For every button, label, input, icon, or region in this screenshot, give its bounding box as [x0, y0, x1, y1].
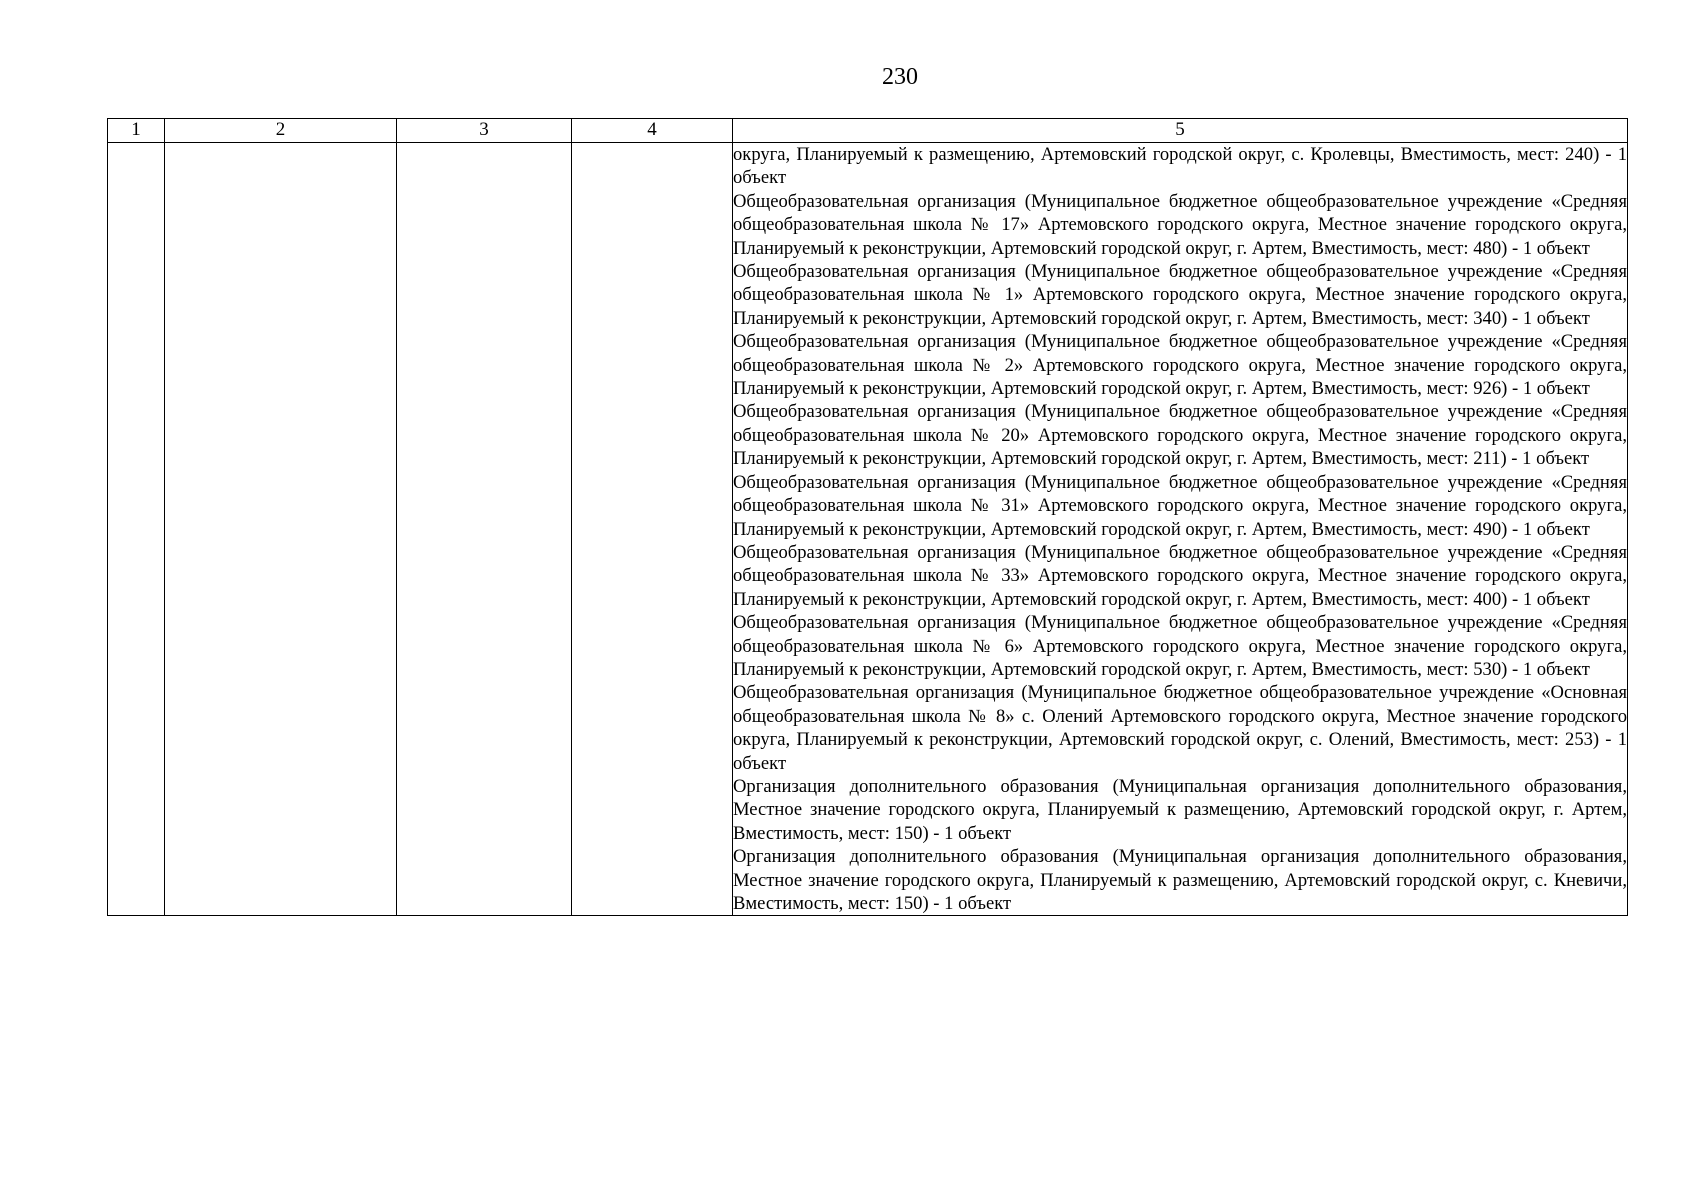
data-table	[107, 118, 1628, 916]
page-number: 230	[882, 64, 918, 90]
object-entry: Организация дополнительного образования (Муниципальная организация дополнительного образования, Местное значение городского округа, Планируемый к размещению, Артемовский городской округ, с. Кневичи, Вместимость, мест: 150) - 1 объект	[733, 846, 1627, 914]
cell-col-2	[165, 143, 397, 916]
cell-col-1	[108, 143, 165, 916]
object-entry: Общеобразовательная организация (Муниципальное бюджетное общеобразовательное учреждение «Средняя общеобразовательная школа № 6» Артемовского городского округа, Местное значение городского округа, Планируемый к реконструкции, Артемовский городской округ, г. Артем, Вместимость, мест: 530) - 1 объект	[733, 612, 1627, 680]
column-header-2: 2	[165, 119, 397, 143]
cell-col-5	[733, 143, 1628, 916]
object-entry: Общеобразовательная организация (Муниципальное бюджетное общеобразовательное учреждение «Средняя общеобразовательная школа № 17» Артемовского городского округа, Местное значение городского округа, Планируемый к реконструкции, Артемовский городской округ, г. Артем, Вместимость, мест: 480) - 1 объект	[733, 190, 1627, 259]
object-entry: Общеобразовательная организация (Муниципальное бюджетное общеобразовательное учреждение «Средняя общеобразовательная школа № 31» Артемовского городского округа, Местное значение городского округа, Планируемый к реконструкции, Артемовский городской округ, г. Артем, Вместимость, мест: 490) - 1 объект	[733, 471, 1627, 540]
cell-col-4	[572, 143, 733, 916]
table-row	[108, 143, 1628, 916]
object-entry: Общеобразовательная организация (Муниципальное бюджетное общеобразовательное учреждение «Основная общеобразовательная школа № 8» с. Олений Артемовского городского округа, Местное значение городского округа, Планируемый к реконструкции, Артемовский городской округ, с. Олений, Вместимость, мест: 253) - 1 объект	[733, 682, 1627, 774]
table-header-row	[108, 119, 1628, 143]
object-entry: Общеобразовательная организация (Муниципальное бюджетное общеобразовательное учреждение «Средняя общеобразовательная школа № 2» Артемовского городского округа, Местное значение городского округа, Планируемый к реконструкции, Артемовский городской округ, г. Артем, Вместимость, мест: 926) - 1 объект	[733, 331, 1627, 400]
object-entry: округа, Планируемый к размещению, Артемовский городской округ, с. Кролевцы, Вместимость, мест: 240) - 1 объект	[733, 144, 1627, 189]
object-entry: Организация дополнительного образования (Муниципальная организация дополнительного образования, Местное значение городского округа, Планируемый к размещению, Артемовский городской округ, г. Артем, Вместимость, мест: 150) - 1 объект	[733, 775, 1627, 844]
column-header-4: 4	[572, 119, 733, 143]
cell-col-3	[397, 143, 572, 916]
object-entry: Общеобразовательная организация (Муниципальное бюджетное общеобразовательное учреждение «Средняя общеобразовательная школа № 33» Артемовского городского округа, Местное значение городского округа, Планируемый к реконструкции, Артемовский городской округ, г. Артем, Вместимость, мест: 400) - 1 объект	[733, 541, 1627, 610]
object-entry: Общеобразовательная организация (Муниципальное бюджетное общеобразовательное учреждение «Средняя общеобразовательная школа № 1» Артемовского городского округа, Местное значение городского округа, Планируемый к реконструкции, Артемовский городской округ, г. Артем, Вместимость, мест: 340) - 1 объект	[733, 261, 1627, 329]
object-entry: Общеобразовательная организация (Муниципальное бюджетное общеобразовательное учреждение «Средняя общеобразовательная школа № 20» Артемовского городского округа, Местное значение городского округа, Планируемый к реконструкции, Артемовский городской округ, г. Артем, Вместимость, мест: 211) - 1 объект	[733, 401, 1627, 470]
column-header-3: 3	[397, 119, 572, 143]
column-header-5: 5	[733, 119, 1628, 143]
column-header-1: 1	[108, 119, 165, 143]
